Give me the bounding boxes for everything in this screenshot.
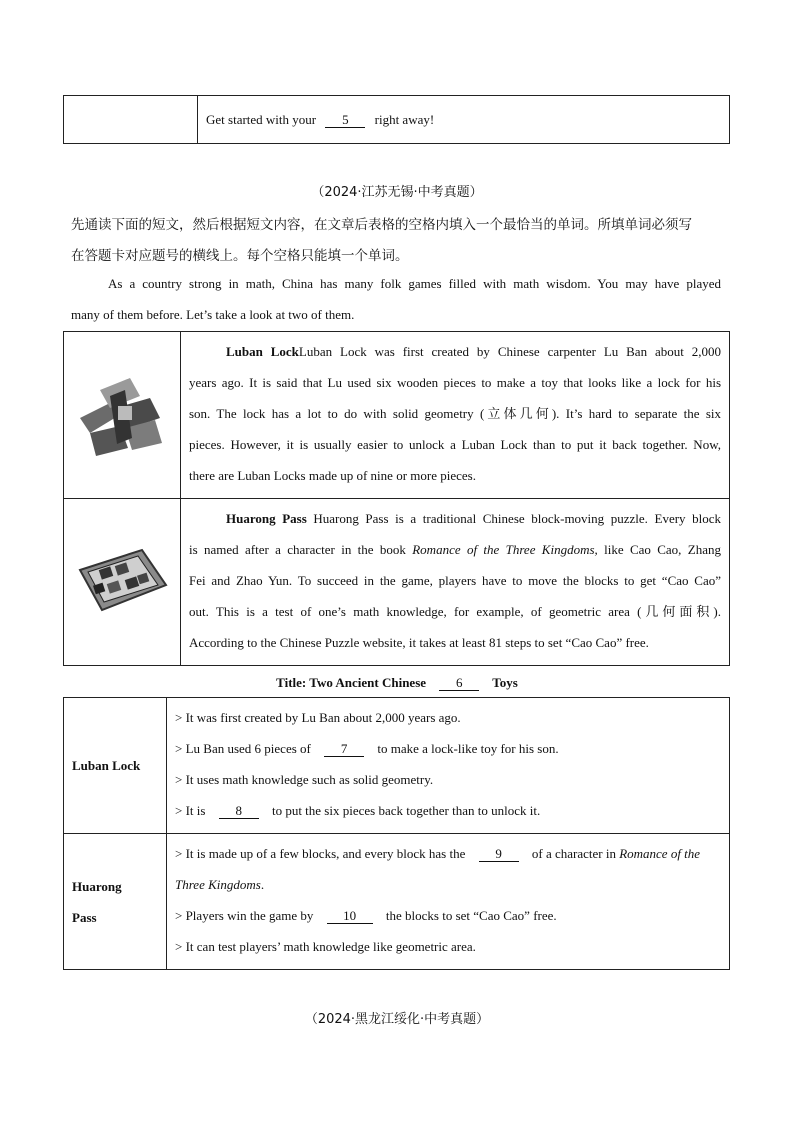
luban-bullet-2: > Lu Ban used 6 pieces of 7 to make a lock-like toy for his son. (175, 741, 559, 756)
luban-line-1: Luban LockLuban Lock was first created by Chinese carpenter Lu Ban about 2,000 (226, 344, 721, 359)
huarong-image-cell (64, 499, 181, 666)
luban-image-cell (64, 332, 181, 499)
luban-line-2: years ago. It is said that Lu used six wooden pieces to make a toy that looks like a lock for his (189, 375, 721, 390)
luban-bullet-1: > It was first created by Lu Ban about 2,000 years ago. (175, 710, 461, 725)
luban-bullet-3: > It uses math knowledge such as solid geometry. (175, 772, 434, 787)
luban-text-cell (181, 332, 730, 499)
top-table-text-cell (198, 96, 730, 144)
huarong-line-4: out. This is a test of one’s math knowledge, for example, of geometric area (几何面积). (189, 604, 721, 619)
huarong-summary-label: Huarong Pass (64, 834, 167, 970)
huarong-text-cell (181, 499, 730, 666)
book-title: Romance of the Three Kingdoms, (412, 542, 598, 557)
blank-7[interactable]: 7 (324, 742, 364, 757)
blank-6[interactable]: 6 (439, 676, 479, 691)
luban-title: Luban Lock (226, 344, 299, 359)
luban-bullet-4: > It is 8 to put the six pieces back together than to unlock it. (175, 803, 541, 818)
huarong-line-1: Huarong Pass Huarong Pass is a traditional Chinese block-moving puzzle. Every block (226, 511, 722, 526)
top-table (63, 95, 730, 144)
huarong-line-3: Fei and Zhao Yun. To succeed in the game, players have to move the blocks to get “Cao Cao” (189, 573, 721, 588)
summary-table (63, 697, 730, 970)
top-text-after: right away! (374, 111, 435, 127)
luban-lock-photo-icon (70, 368, 174, 458)
luban-line-4: pieces. However, it is usually easier to unlock a Luban Lock than to put it back together. Now, (189, 437, 721, 452)
instructions-line2: 在答题卡对应题号的横线上。每个空格只能填一个单词。 (71, 248, 409, 264)
top-table-empty-cell (64, 96, 198, 144)
huarong-bullet-1-cont: Three Kingdoms. (175, 877, 265, 892)
summary-title: Title: Two Ancient Chinese 6 Toys (276, 675, 518, 690)
huarong-pass-photo-icon (72, 540, 172, 620)
luban-summary-cell (167, 698, 730, 834)
section1-source: （2024·江苏无锡·中考真题） (311, 185, 483, 200)
instructions-line1: 先通读下面的短文，然后根据短文内容，在文章后表格的空格内填入一个最恰当的单词。所填单词必须写 (71, 217, 692, 233)
blank-10[interactable]: 10 (327, 909, 373, 924)
luban-summary-label: Luban Lock (64, 698, 167, 834)
intro-line2: many of them before. Let’s take a look at two of them. (71, 307, 355, 322)
huarong-bullet-3: > It can test players’ math knowledge like geometric area. (175, 939, 476, 954)
games-table (63, 331, 730, 666)
huarong-bullet-2: > Players win the game by 10 the blocks to set “Cao Cao” free. (175, 908, 557, 923)
huarong-line-5: According to the Chinese Puzzle website, it takes at least 81 steps to set “Cao Cao” free. (189, 635, 649, 650)
top-text-before: Get started with your (206, 111, 317, 127)
luban-line-3: son. The lock has a lot to do with solid geometry (立体几何). It’s hard to separate the six (189, 406, 721, 421)
huarong-title: Huarong Pass (226, 511, 307, 526)
luban-line-5: there are Luban Locks made up of nine or more pieces. (189, 468, 476, 483)
blank-9[interactable]: 9 (479, 847, 519, 862)
huarong-line-2: is named after a character in the book Romance of the Three Kingdoms, like Cao Cao, Zhang (189, 542, 721, 557)
blank-8[interactable]: 8 (219, 804, 259, 819)
blank-5[interactable]: 5 (325, 113, 365, 128)
intro-line1: As a country strong in math, China has many folk games filled with math wisdom. You may have played (108, 276, 721, 291)
huarong-bullet-1: > It is made up of a few blocks, and every block has the 9 of a character in Romance of the (175, 846, 701, 861)
huarong-summary-cell (167, 834, 730, 970)
section2-source: （2024·黑龙江绥化·中考真题） (304, 1012, 490, 1027)
